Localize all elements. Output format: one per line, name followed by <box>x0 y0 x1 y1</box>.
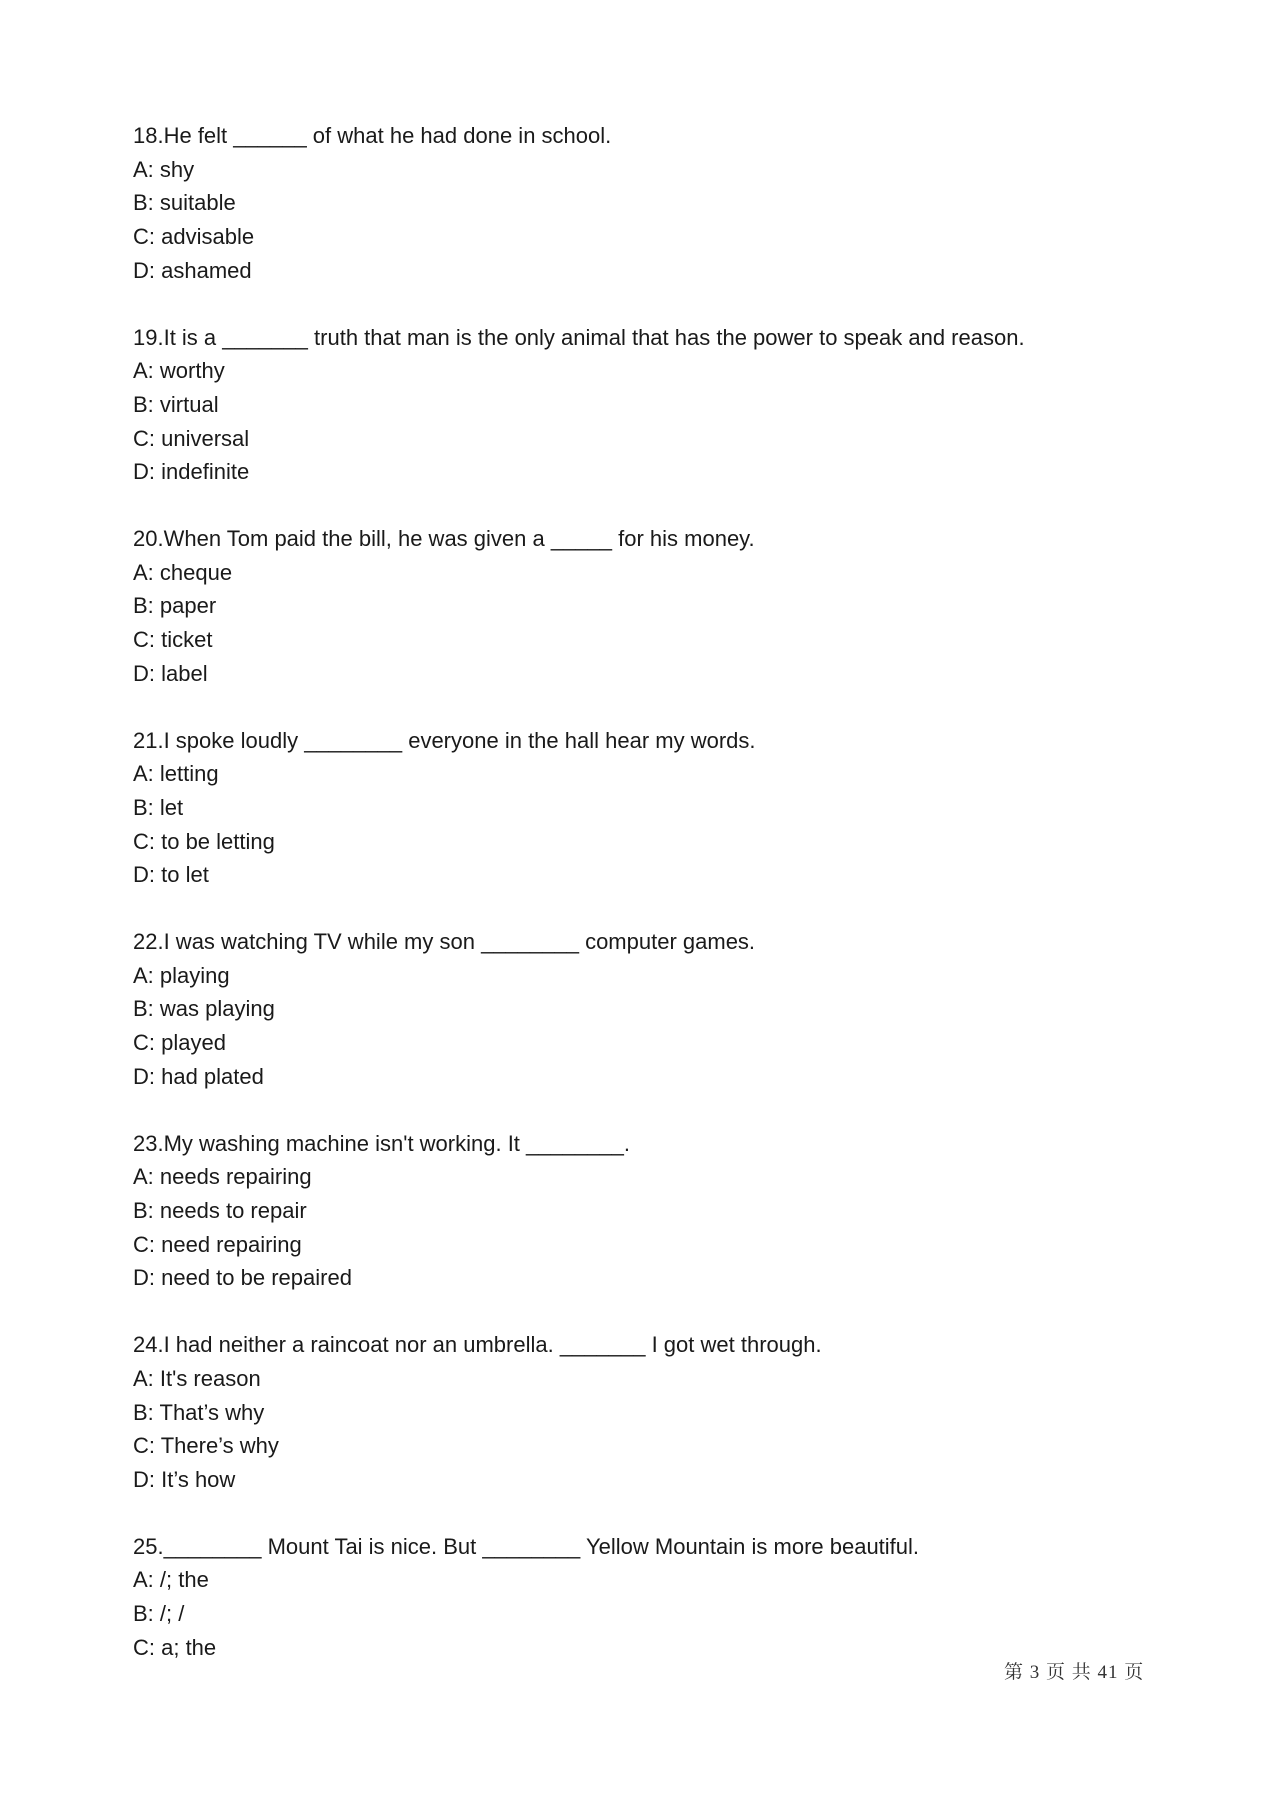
option-b: B: paper <box>133 593 217 619</box>
question-stem: 18.He felt ______ of what he had done in school. <box>133 123 612 148</box>
option-a: A: worthy <box>133 358 225 384</box>
option-b: B: /; / <box>133 1601 185 1627</box>
question-18 <box>133 119 1173 288</box>
question-stem: 21.I spoke loudly ________ everyone in the hall hear my words. <box>133 727 756 753</box>
option-c: C: played <box>133 1030 226 1056</box>
question-stem: 22.I was watching TV while my son ________ computer games. <box>133 929 756 955</box>
option-b: B: suitable <box>133 190 236 216</box>
question-stem: 24.I had neither a raincoat nor an umbrella. _______ I got wet through. <box>133 1332 822 1358</box>
option-c: C: ticket <box>133 627 213 653</box>
option-c: C: a; the <box>133 1634 217 1660</box>
question-19 <box>133 321 1173 490</box>
question-stem: 23.My washing machine isn't working. It ________. <box>133 1130 631 1156</box>
option-a: A: playing <box>133 962 230 988</box>
option-b: B: let <box>133 794 184 820</box>
option-a: A: letting <box>133 761 219 787</box>
option-d: D: need to be repaired <box>133 1265 352 1291</box>
option-b: B: That’s why <box>133 1399 265 1425</box>
option-d: D: to let <box>133 862 209 888</box>
option-c: C: need repairing <box>133 1231 302 1257</box>
option-d: D: label <box>133 660 208 686</box>
question-24 <box>133 1328 1173 1497</box>
page-number: 第 3 页 共 41 页 <box>1004 1662 1145 1683</box>
option-a: A: It's reason <box>133 1365 261 1391</box>
option-c: C: There’s why <box>133 1433 279 1459</box>
option-d: D: ashamed <box>133 257 252 283</box>
option-b: B: virtual <box>133 391 219 417</box>
question-stem: 19.It is a _______ truth that man is the only animal that has the power to speak and reason. <box>133 324 1025 350</box>
question-list <box>133 119 1173 1664</box>
question-22 <box>133 925 1173 1094</box>
option-a: A: /; the <box>133 1567 209 1593</box>
option-c: C: advisable <box>133 224 255 250</box>
option-c: C: universal <box>133 425 250 451</box>
option-d: D: had plated <box>133 1063 264 1089</box>
question-stem: 20.When Tom paid the bill, he was given a _____ for his money. <box>133 526 755 552</box>
option-b: B: needs to repair <box>133 1197 307 1223</box>
option-b: B: was playing <box>133 996 275 1022</box>
question-25 <box>133 1530 1173 1665</box>
option-a: A: needs repairing <box>133 1164 312 1190</box>
option-d: D: indefinite <box>133 459 250 485</box>
question-20 <box>133 522 1173 691</box>
question-21 <box>133 724 1173 893</box>
option-c: C: to be letting <box>133 828 275 854</box>
option-a: A: shy <box>133 156 195 182</box>
option-d: D: It’s how <box>133 1466 236 1492</box>
question-stem: 25.________ Mount Tai is nice. But ________ Yellow Mountain is more beautiful. <box>133 1533 920 1559</box>
option-a: A: cheque <box>133 559 233 585</box>
question-23 <box>133 1127 1173 1296</box>
